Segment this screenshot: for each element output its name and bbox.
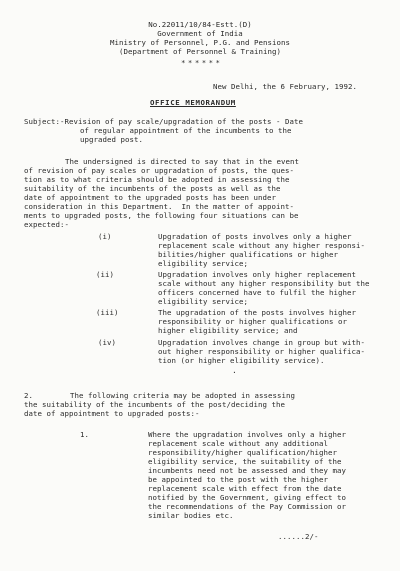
situation-line: tion (or higher eligibility service). <box>158 356 325 365</box>
paragraph-line: consideration in this Department. In the matter of appoint- <box>24 202 294 211</box>
situation-line: out higher responsibility or higher qualifica- <box>158 347 365 356</box>
criterion-line: similar bodies etc. <box>148 511 234 520</box>
situation-line: bilities/higher qualifications or higher <box>158 250 338 259</box>
paragraph-line: tion as to what criteria should be adopted in assessing the <box>24 175 290 184</box>
situation-line: Upgradation involves only higher replacement <box>158 270 356 279</box>
subject-line: of regular appointment of the incumbents to the <box>80 126 292 135</box>
situation-line: scale without any higher responsibility but the <box>158 279 370 288</box>
paragraph-line: The undersigned is directed to say that in the event <box>65 157 299 166</box>
office-memorandum-title: OFFICE MEMORANDUM <box>150 98 236 107</box>
situation-line: higher eligibility service; and <box>158 326 298 335</box>
scan-speck: · <box>232 368 237 377</box>
page-continuation: ......2/- <box>278 532 319 541</box>
paragraph-line: suitability of the incumbents of the posts as well as the <box>24 184 281 193</box>
criterion-line: responsibility/higher qualification/higher <box>148 448 337 457</box>
ministry-line: Ministry of Personnel, P.G. and Pensions <box>110 38 290 47</box>
situation-line: officers concerned have to fulfil the higher <box>158 288 356 297</box>
criterion-line: Where the upgradation involves only a higher <box>148 430 346 439</box>
paragraph-line: The following criteria may be adopted in assessing <box>70 391 295 400</box>
situation-line: responsibility or higher qualifications or <box>158 317 347 326</box>
criterion-line: incumbents need not be assessed and they may <box>148 466 346 475</box>
situation-line: eligibility service; <box>158 259 248 268</box>
place-and-date: New Delhi, the 6 February, 1992. <box>213 82 357 91</box>
subject-line: Subject:-Revision of pay scale/upgradation of the posts - Date <box>24 117 303 126</box>
subject-line: upgraded post. <box>80 135 143 144</box>
criterion-line: replacement scale without any additional <box>148 439 328 448</box>
paragraph-number: 2. <box>24 391 33 400</box>
criterion-number: 1. <box>80 430 89 439</box>
criterion-line: the recommendations of the Pay Commission or <box>148 502 346 511</box>
situation-line: The upgradation of the posts involves higher <box>158 308 356 317</box>
criterion-line: eligibility service, the suitability of the <box>148 457 342 466</box>
paragraph-line: date of appointment to the upgraded posts has been under <box>24 193 276 202</box>
criterion-line: notified by the Government, giving effect to <box>148 493 346 502</box>
criterion-line: be appointed to the post with the higher <box>148 475 328 484</box>
situation-line: replacement scale without any higher responsi- <box>158 241 365 250</box>
paragraph-line: expected:- <box>24 220 69 229</box>
situation-line: Upgradation of posts involves only a higher <box>158 232 352 241</box>
government-line: Government of India <box>157 29 243 38</box>
situation-number: (iii) <box>96 308 119 317</box>
paragraph-line: of revision of pay scales or upgradation of posts, the ques- <box>24 166 294 175</box>
situation-number: (i) <box>98 232 112 241</box>
file-number: No.22011/10/84-Estt.(D) <box>148 20 252 29</box>
department-line: (Department of Personnel & Training) <box>119 47 281 56</box>
paragraph-line: the suitability of the incumbents of the post/deciding the <box>24 400 285 409</box>
criterion-line: replacement scale with effect from the date <box>148 484 342 493</box>
paragraph-line: date of appointment to upgraded posts:- <box>24 409 200 418</box>
situation-line: eligibility service; <box>158 297 248 306</box>
header-separator: * * * * * * <box>181 58 219 67</box>
situation-number: (iv) <box>98 338 116 347</box>
paragraph-line: ments to upgraded posts, the following four situations can be <box>24 211 299 220</box>
situation-number: (ii) <box>96 270 114 279</box>
situation-line: Upgradation involves change in group but with- <box>158 338 365 347</box>
